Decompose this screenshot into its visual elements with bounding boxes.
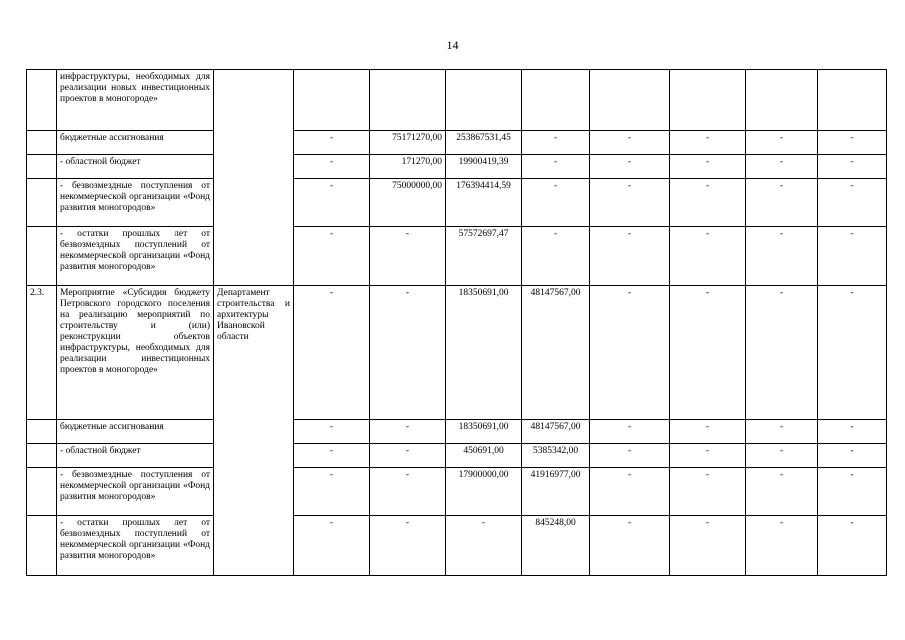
row-name-cell: - остатки прошлых лет от безвозмездных поступлений от некоммерческой организации «Фонд развития моногородов» xyxy=(57,516,214,576)
value-cell: 253867531,45 xyxy=(446,131,522,155)
value-cell: - xyxy=(670,444,746,468)
value-cell: - xyxy=(294,444,370,468)
table-row xyxy=(27,70,887,131)
value-cell: 48147567,00 xyxy=(522,420,590,444)
row-name-cell: инфраструктуры, необходимых для реализации новых инвестиционных проектов в моногороде» xyxy=(57,70,214,131)
value-cell: - xyxy=(294,516,370,576)
value-cell: - xyxy=(590,131,670,155)
value-cell: - xyxy=(370,420,446,444)
value-cell: - xyxy=(818,131,887,155)
value-cell: 18350691,00 xyxy=(446,286,522,420)
value-cell: - xyxy=(670,131,746,155)
value-cell: - xyxy=(746,227,818,286)
value-cell: - xyxy=(590,227,670,286)
value-cell: - xyxy=(446,516,522,576)
value-cell: - xyxy=(294,286,370,420)
value-cell: - xyxy=(294,131,370,155)
value-cell: - xyxy=(670,286,746,420)
value-cell: 176394414,59 xyxy=(446,179,522,227)
value-cell: - xyxy=(746,155,818,179)
value-cell: - xyxy=(590,444,670,468)
value-cell: - xyxy=(670,179,746,227)
row-name-cell: - областной бюджет xyxy=(57,444,214,468)
page-number: 14 xyxy=(446,38,459,52)
value-cell: - xyxy=(746,468,818,516)
value-cell: - xyxy=(522,227,590,286)
value-cell: 17900000,00 xyxy=(446,468,522,516)
value-cell: - xyxy=(294,155,370,179)
value-cell: - xyxy=(670,227,746,286)
value-cell: - xyxy=(522,179,590,227)
value-cell: 75000000,00 xyxy=(370,179,446,227)
table-row xyxy=(27,286,887,420)
value-cell: 41916977,00 xyxy=(522,468,590,516)
row-number-cell xyxy=(27,179,57,227)
row-number-cell xyxy=(27,155,57,179)
value-cell: 57572697,47 xyxy=(446,227,522,286)
value-cell: - xyxy=(590,516,670,576)
value-cell: - xyxy=(818,516,887,576)
value-cell xyxy=(294,70,370,131)
row-name-cell: Мероприятие «Субсидия бюджету Петровского городского поселения на реализацию мероприятий по строительству и (или) реконструкции объектов инфраструктуры, необходимых для реализации инвестиционных проектов в моногороде» xyxy=(57,286,214,420)
row-name-cell: бюджетные ассигнования xyxy=(57,420,214,444)
value-cell: - xyxy=(818,444,887,468)
row-number-cell xyxy=(27,468,57,516)
value-cell: - xyxy=(370,286,446,420)
value-cell: - xyxy=(370,516,446,576)
value-cell: - xyxy=(590,420,670,444)
value-cell: - xyxy=(746,420,818,444)
row-name-cell: бюджетные ассигнования xyxy=(57,131,214,155)
value-cell: - xyxy=(818,468,887,516)
executor-cell: Департамент строительства и архитектуры Ивановской области xyxy=(214,286,294,576)
value-cell: - xyxy=(746,131,818,155)
value-cell: 75171270,00 xyxy=(370,131,446,155)
value-cell: - xyxy=(590,286,670,420)
value-cell: 19900419,39 xyxy=(446,155,522,179)
table-row xyxy=(27,444,887,468)
value-cell xyxy=(522,70,590,131)
row-number-cell xyxy=(27,227,57,286)
value-cell xyxy=(818,70,887,131)
value-cell xyxy=(590,70,670,131)
row-number-cell xyxy=(27,444,57,468)
value-cell: - xyxy=(746,179,818,227)
value-cell xyxy=(670,70,746,131)
value-cell: - xyxy=(590,179,670,227)
table-row xyxy=(27,179,887,227)
value-cell: - xyxy=(670,420,746,444)
value-cell: - xyxy=(670,516,746,576)
table-row xyxy=(27,155,887,179)
executor-cell xyxy=(214,70,294,286)
value-cell xyxy=(746,70,818,131)
value-cell: 48147567,00 xyxy=(522,286,590,420)
row-name-cell: - областной бюджет xyxy=(57,155,214,179)
value-cell: 18350691,00 xyxy=(446,420,522,444)
row-name-cell: - остатки прошлых лет от безвозмездных поступлений от некоммерческой организации «Фонд развития моногородов» xyxy=(57,227,214,286)
row-number-cell xyxy=(27,420,57,444)
row-number-cell xyxy=(27,70,57,131)
value-cell xyxy=(370,70,446,131)
value-cell: - xyxy=(746,286,818,420)
value-cell: - xyxy=(818,420,887,444)
value-cell: - xyxy=(818,179,887,227)
value-cell: - xyxy=(370,227,446,286)
value-cell: - xyxy=(590,155,670,179)
value-cell: - xyxy=(294,420,370,444)
value-cell: - xyxy=(746,516,818,576)
row-number-cell xyxy=(27,131,57,155)
value-cell: 5385342,00 xyxy=(522,444,590,468)
value-cell: 450691,00 xyxy=(446,444,522,468)
row-name-cell: - безвозмездные поступления от некоммерческой организации «Фонд развития моногородов» xyxy=(57,468,214,516)
value-cell: - xyxy=(294,227,370,286)
value-cell: - xyxy=(818,227,887,286)
budget-table xyxy=(26,69,887,576)
value-cell: 845248,00 xyxy=(522,516,590,576)
table-row xyxy=(27,516,887,576)
value-cell: - xyxy=(670,155,746,179)
value-cell: - xyxy=(522,131,590,155)
row-number-cell: 2.3. xyxy=(27,286,57,420)
value-cell: - xyxy=(746,444,818,468)
row-name-cell: - безвозмездные поступления от некоммерческой организации «Фонд развития моногородов» xyxy=(57,179,214,227)
value-cell: - xyxy=(818,286,887,420)
value-cell: - xyxy=(818,155,887,179)
table-row xyxy=(27,227,887,286)
table-row xyxy=(27,468,887,516)
value-cell: - xyxy=(522,155,590,179)
table-row xyxy=(27,420,887,444)
row-number-cell xyxy=(27,516,57,576)
value-cell: - xyxy=(370,444,446,468)
value-cell: - xyxy=(670,468,746,516)
value-cell: - xyxy=(294,468,370,516)
value-cell: - xyxy=(590,468,670,516)
value-cell: 171270,00 xyxy=(370,155,446,179)
table-row xyxy=(27,131,887,155)
value-cell: - xyxy=(294,179,370,227)
value-cell: - xyxy=(370,468,446,516)
value-cell xyxy=(446,70,522,131)
